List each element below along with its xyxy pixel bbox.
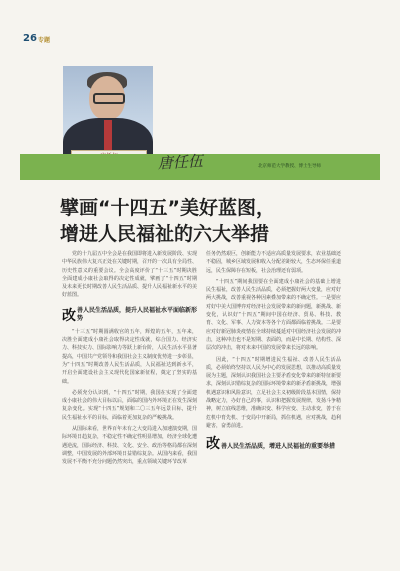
paragraph: 必须充分认识到，“十四五”时期，我国在实现了全面建成小康社会的伟大目标以后，面临的国内外环境正在发生深刻复杂变化。实现“十四五”规划和二〇三五年远景目标，提升民生福祉水平的目标，面临着更加复杂的严峻挑战。 — [62, 389, 198, 421]
section-initial: 改 — [206, 436, 220, 453]
paragraph: “十三五”时期圆满收官的五年，辉煌的五年，五年来，决胜全面建成小康社会取得决定性成就，综合国力、经济实力、科技实力、国际影响力等跃上新台阶，人民生活水平显著提高，中国共产党领导和我国社会主义制度优势进一步彰显，为“十四五”时期改善人民生活品质，人民福祉达到新水平，开启全面建设社会主义现代化国家新征程，奠定了坚实的基础。 — [62, 328, 198, 385]
section-title: 善人民生活品质，提升人民福祉水平面临新形势 — [77, 306, 198, 322]
section-heading-2 — [206, 437, 341, 451]
author-title: 北京师范大学教授、博士生导师 — [258, 164, 321, 169]
section-tag: 专题 — [38, 37, 51, 44]
paragraph: 党的十九届五中全会是在我国即将进入新发展阶段、实现中华民族伟大复兴正处在关键时期，召开的一次具有全局性、历史性意义的重要会议。全会高度评价了“十三五”时期决胜全面建成小康社会取得的决定性成就，擘画了“十四五”时期及未来更长时期改善人民生活品质、提升人民福祉新水平的美好蓝图。 — [62, 251, 198, 299]
section-initial: 改 — [62, 307, 76, 324]
headline-line-2: 增进人民福祉的六大举措 — [60, 223, 270, 245]
paragraph: 从国际来看，世界百年未有之大变局进入加速演变期，国际环境日趋复杂，不稳定性不确定性明显增加，经济全球化遭遇逆流，国际经济、科技、文化、安全、政治等格局都在深刻调整，中国发展的外部环境日益错综复杂。从国内来看，我国发展不平衡不充分问题仍然突出，重点领域关键环节改革 — [62, 426, 198, 466]
photo-tie — [104, 120, 112, 150]
body-column-left — [62, 250, 197, 470]
headline-line-1: 擘画“十四五”美好蓝图， — [60, 197, 275, 219]
photo-glasses — [93, 93, 125, 104]
author-signature: 唐任伍 — [157, 152, 204, 173]
author-photo — [63, 66, 153, 166]
page-number: 26 — [23, 33, 37, 44]
section-heading-1 — [62, 307, 197, 323]
paragraph: 任务仍然艰巨，创新能力不适应高质量发展要求，农业基础还不稳固，城乡区域发展和收入分配差距较大，生态环保任重道远，民生保障存在短板，社会治理还有弱项。 — [206, 251, 342, 274]
body-column-right — [206, 250, 341, 456]
paragraph: “十四五”期间我国要在全面建成小康社会的基础上增进民生福祉，改善人民生活品质，必须把握好两大变量，应对好两大挑战，改善重视各种因素叠加带来的不确定性。一是要应对好中美大国博弈对经济社会发展带来的新问题，新挑战、新变化，认识好“十四五”期间中国在经济、贸易、科技、教育、文化、军事、人力资本等各个方面都面临着挑战。二是要应对好新冠肺炎疫情在全球持续蔓延对中国经济社会发展的冲击，这种冲击也不是短期、表面的，而是中长期、结构性、深层次的冲击，将对未来中国的发展带来长远的影响。 — [206, 278, 342, 352]
paragraph: 因此，“十四五”时期增进民生福祉、改善人民生活品质，必须始终坚持以人民为中心的发展思想，以推动高质量发展为主题，深刻认识我国社会主要矛盾变化带来的新特征新要求，深刻认识错综复杂的国际环境带来的新矛盾新挑战，增强机遇意识和风险意识，立足社会主义初级阶段基本国情，保持战略定力，办好自己的事，认识和把握发展规律，发扬斗争精神，树立底线思维，准确识变、科学应变、主动求变，善于在危机中育先机、于变局中开新局，抓住机遇，应对挑战，趋利避害，奋勇前进。 — [206, 356, 342, 429]
section-title: 善人民生活品质，增进人民福祉的重要举措 — [221, 443, 336, 451]
article-headline — [60, 195, 360, 247]
